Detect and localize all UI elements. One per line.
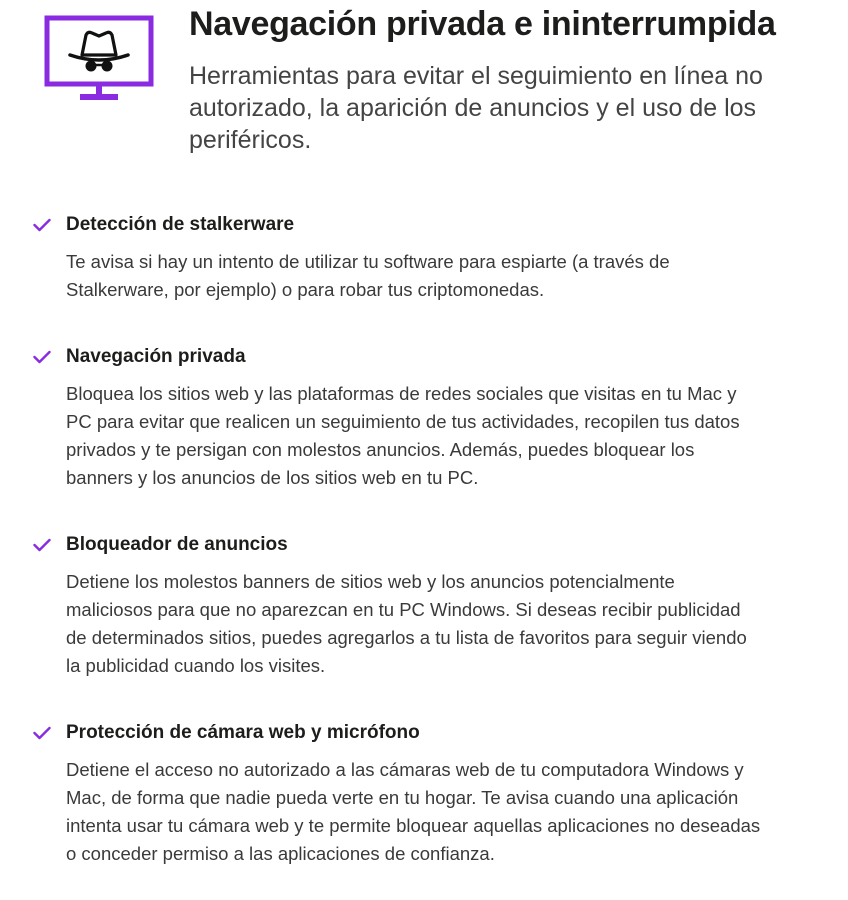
check-icon bbox=[33, 350, 51, 364]
feature-description: Te avisa si hay un intento de utilizar tu software para espiarte (a través de Stalkerware, por ejemplo) o para robar tus criptomonedas. bbox=[66, 251, 670, 300]
feature-title: Detección de stalkerware bbox=[66, 214, 295, 235]
page-title: Navegación privada e ininterrumpida bbox=[189, 5, 776, 43]
feature-title: Bloqueador de anuncios bbox=[66, 534, 288, 555]
check-icon bbox=[33, 218, 51, 232]
check-icon bbox=[33, 726, 51, 740]
feature-description: Detiene el acceso no autorizado a las cámaras web de tu computadora Windows y Mac, de forma que nadie pueda verte en tu hogar. Te avisa cuando una aplicación intenta usar tu cámara web y te permite bloquear aquellas aplicaciones no deseadas o conceder permiso a las aplicaciones de confianza. bbox=[66, 759, 761, 864]
check-icon bbox=[33, 538, 51, 552]
page-subtitle: Herramientas para evitar el seguimiento en línea no autorizado, la aparición de anuncios y el uso de los periféricos. bbox=[189, 62, 763, 154]
feature-description: Detiene los molestos banners de sitios web y los anuncios potencialmente maliciosos para que no aparezcan en tu PC Windows. Si deseas recibir publicidad de determinados sitios, puedes agregarlos a tu lista de favoritos para seguir viendo la publicidad cuando los visites. bbox=[66, 571, 747, 676]
feature-title: Navegación privada bbox=[66, 346, 246, 367]
feature-title: Protección de cámara web y micrófono bbox=[66, 722, 420, 743]
incognito-monitor-icon bbox=[44, 15, 154, 103]
feature-description: Bloquea los sitios web y las plataformas de redes sociales que visitas en tu Mac y PC para evitar que realicen un seguimiento de tus actividades, recopilen tus datos privados y te persigan con molestos anuncios. Además, puedes bloquear los banners y los anuncios de los sitios web en tu PC. bbox=[66, 383, 740, 488]
